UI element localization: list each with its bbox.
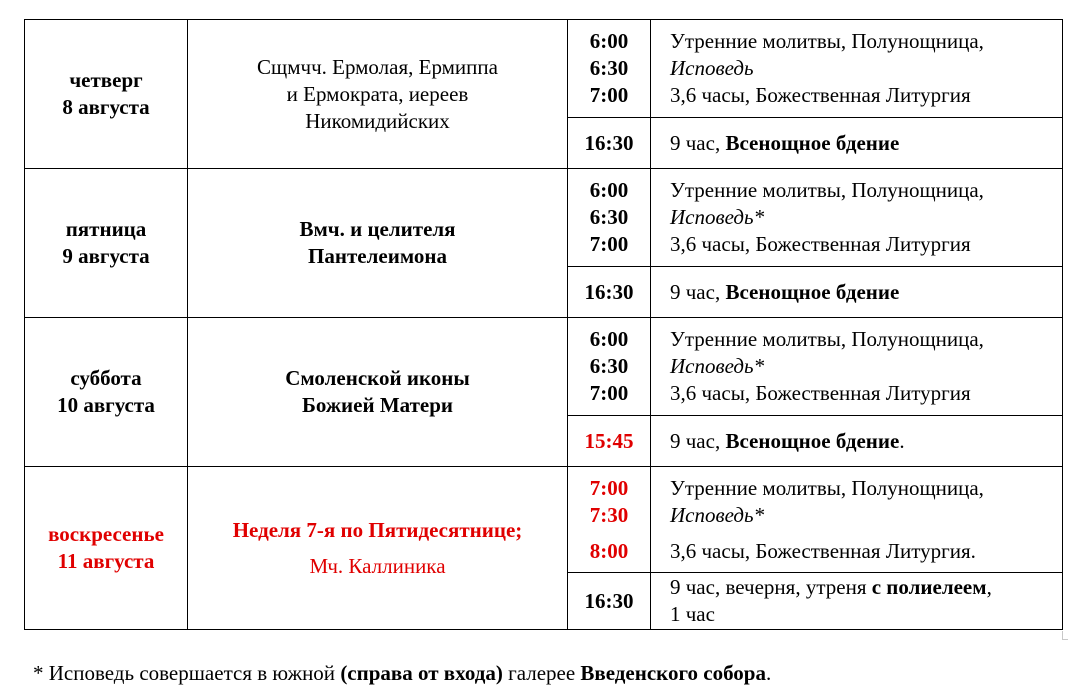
- date: 9 августа: [62, 244, 150, 268]
- time: 6:00: [589, 178, 629, 202]
- weekday: суббота: [70, 366, 142, 390]
- service: Утренние молитвы, Полунощница,: [670, 327, 984, 351]
- feast-line: Сщмчч. Ермолая, Ермиппа: [257, 54, 498, 79]
- service-confession: Исповедь*: [670, 205, 765, 229]
- service: 3,6 часы, Божественная Литургия: [670, 381, 971, 405]
- weekday: четверг: [69, 68, 143, 92]
- feast-line: Мч. Каллиника: [309, 553, 446, 578]
- date: 10 августа: [57, 393, 155, 417]
- feast-cell: [188, 318, 568, 467]
- morning-services-cell: [651, 318, 1063, 416]
- time: 6:00: [589, 327, 629, 351]
- day-cell: [25, 169, 188, 318]
- service: Утренние молитвы, Полунощница,: [670, 475, 984, 500]
- service: 9 час,: [670, 130, 726, 155]
- evening-time-cell: [568, 267, 651, 318]
- evening-service-cell: [651, 118, 1063, 169]
- footnote: [33, 660, 771, 687]
- weekday: воскресенье: [48, 522, 164, 546]
- service-bold: Всенощное бдение: [725, 428, 900, 453]
- day-cell: [25, 318, 188, 467]
- time: 8:00: [589, 538, 629, 563]
- feast-cell: [188, 467, 568, 630]
- footnote-text: галерее: [502, 661, 581, 685]
- time: 7:00: [589, 475, 629, 500]
- service-confession: Исповедь*: [670, 502, 765, 527]
- table-row: [25, 20, 1063, 118]
- feast-line: Пантелеимона: [308, 244, 447, 268]
- weekday: пятница: [65, 217, 147, 241]
- morning-times-cell: [568, 318, 651, 416]
- feast-line: Смоленской иконы: [285, 366, 470, 390]
- service: 9 час, вечерня, утреня: [670, 575, 872, 599]
- service-confession: Исповедь*: [670, 354, 765, 378]
- schedule-table: [24, 19, 1063, 630]
- time: 6:00: [589, 29, 629, 53]
- time: 6:30: [589, 56, 629, 80]
- morning-services-cell: [651, 20, 1063, 118]
- feast-line: Неделя 7-я по Пятидесятнице;: [232, 517, 523, 542]
- footnote-text: * Исповедь совершается в южной: [33, 661, 341, 685]
- service: Утренние молитвы, Полунощница,: [670, 29, 984, 53]
- morning-services-cell: [651, 467, 1063, 573]
- time: 7:00: [589, 232, 629, 256]
- service: 9 час,: [670, 279, 726, 304]
- date: 8 августа: [62, 95, 150, 119]
- time: 7:30: [589, 502, 629, 527]
- evening-time-cell: [568, 118, 651, 169]
- feast-line: Никомидийских: [305, 108, 450, 133]
- service-bold: Всенощное бдение: [725, 279, 900, 304]
- service: 9 час,: [670, 428, 726, 453]
- footnote-bold: Введенского собора: [580, 661, 766, 685]
- footnote-text: .: [765, 661, 772, 685]
- evening-time-cell: [568, 416, 651, 467]
- time: 16:30: [584, 279, 634, 304]
- service-bold: с полиелеем: [871, 575, 987, 599]
- service-tail: .: [899, 428, 905, 453]
- feast-line: и Ермократа, иереев: [286, 81, 469, 106]
- table-row: [25, 318, 1063, 416]
- table-row: [25, 467, 1063, 573]
- table-row: [25, 169, 1063, 267]
- day-cell: [25, 20, 188, 169]
- service-line2: 1 час: [670, 602, 715, 626]
- service: 3,6 часы, Божественная Литургия: [670, 232, 971, 256]
- time: 6:30: [589, 205, 629, 229]
- time: 7:00: [589, 83, 629, 107]
- date: 11 августа: [57, 549, 155, 573]
- service-bold: Всенощное бдение: [725, 130, 900, 155]
- service: 3,6 часы, Божественная Литургия.: [670, 538, 976, 563]
- feast-cell: [188, 20, 568, 169]
- morning-times-cell: [568, 20, 651, 118]
- day-cell: [25, 467, 188, 630]
- time: 15:45: [584, 428, 634, 453]
- service-tail: ,: [986, 575, 992, 599]
- service-confession: Исповедь: [670, 56, 754, 80]
- evening-service-cell: [651, 573, 1063, 630]
- evening-service-cell: [651, 416, 1063, 467]
- service: Утренние молитвы, Полунощница,: [670, 178, 984, 202]
- time: 16:30: [584, 130, 634, 155]
- time: 6:30: [589, 354, 629, 378]
- morning-times-cell: [568, 169, 651, 267]
- service: 3,6 часы, Божественная Литургия: [670, 83, 971, 107]
- feast-line: Божией Матери: [301, 393, 454, 417]
- evening-service-cell: [651, 267, 1063, 318]
- morning-services-cell: [651, 169, 1063, 267]
- morning-times-cell: [568, 467, 651, 573]
- time: 16:30: [584, 588, 634, 613]
- feast-line: Вмч. и целителя: [299, 217, 456, 241]
- feast-cell: [188, 169, 568, 318]
- footnote-bold: (справа от входа): [340, 661, 503, 685]
- evening-time-cell: [568, 573, 651, 630]
- corner-mark: [1062, 631, 1068, 640]
- time: 7:00: [589, 381, 629, 405]
